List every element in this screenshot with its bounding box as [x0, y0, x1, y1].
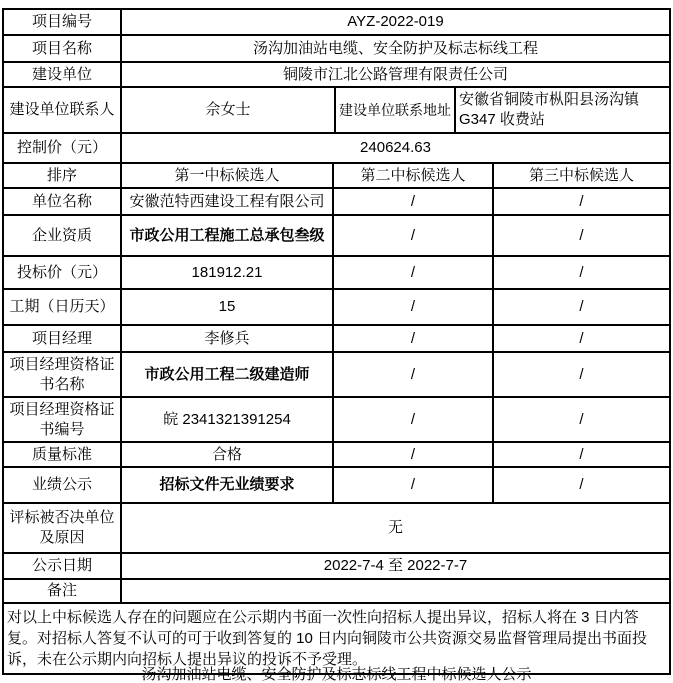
table-row-qualification — [4, 216, 669, 255]
performance-first: 招标文件无业绩要求 — [122, 468, 332, 502]
bid-candidate-table — [2, 8, 671, 683]
table-row-quality-standard — [4, 443, 669, 466]
rank-second-candidate: 第二中标候选人 — [334, 164, 492, 187]
qualification-second: / — [334, 216, 492, 255]
project-manager-first: 李修兵 — [122, 326, 332, 351]
project-name-label: 项目名称 — [4, 36, 120, 61]
table-row-rank-header — [4, 164, 669, 187]
contact-address-value: 安徽省铜陵市枞阳县汤沟镇 G347 收费站 — [456, 88, 669, 132]
quality-standard-first: 合格 — [122, 443, 332, 466]
cert-name-second: / — [334, 353, 492, 396]
control-price-label: 控制价（元） — [4, 134, 120, 162]
performance-label: 业绩公示 — [4, 468, 120, 502]
remarks-value — [122, 580, 669, 602]
rejected-bidders-value: 无 — [122, 504, 669, 552]
table-row-cert-number — [4, 398, 669, 441]
performance-third: / — [494, 468, 669, 502]
contact-address-label: 建设单位联系地址 — [336, 88, 454, 132]
publicity-period-label: 公示日期 — [4, 554, 120, 578]
rank-first-candidate: 第一中标候选人 — [122, 164, 332, 187]
publicity-period-value: 2022-7-4 至 2022-7-7 — [122, 554, 669, 578]
cropped-caption: 汤沟加油站电缆、安全防护及标志标线工程中标候选人公示 — [141, 666, 532, 683]
duration-first: 15 — [122, 290, 332, 324]
quality-standard-third: / — [494, 443, 669, 466]
cert-number-first: 皖 2341321391254 — [122, 398, 332, 441]
table-row-cert-name — [4, 353, 669, 396]
table-row-duration — [4, 290, 669, 324]
cert-name-label: 项目经理资格证书名称 — [4, 353, 120, 396]
duration-second: / — [334, 290, 492, 324]
table-row-project-number — [4, 10, 669, 34]
table-row-objection-notice — [4, 604, 669, 673]
table-row-project-manager — [4, 326, 669, 351]
table-row-bid-price — [4, 257, 669, 288]
company-name-label: 单位名称 — [4, 189, 120, 214]
project-number-value: AYZ-2022-019 — [122, 10, 669, 34]
contact-person-label: 建设单位联系人 — [4, 88, 120, 132]
performance-second: / — [334, 468, 492, 502]
remarks-label: 备注 — [4, 580, 120, 602]
cert-number-second: / — [334, 398, 492, 441]
cert-number-third: / — [494, 398, 669, 441]
qualification-label: 企业资质 — [4, 216, 120, 255]
table-row-owner-unit — [4, 63, 669, 86]
table-row-rejected-bidders — [4, 504, 669, 552]
bid-price-second: / — [334, 257, 492, 288]
company-name-second: / — [334, 189, 492, 214]
duration-label: 工期（日历天） — [4, 290, 120, 324]
project-number-label: 项目编号 — [4, 10, 120, 34]
table-row-remarks — [4, 580, 669, 602]
qualification-first: 市政公用工程施工总承包叁级 — [122, 216, 332, 255]
project-manager-third: / — [494, 326, 669, 351]
rank-label: 排序 — [4, 164, 120, 187]
rank-third-candidate: 第三中标候选人 — [494, 164, 669, 187]
company-name-first: 安徽范特西建设工程有限公司 — [122, 189, 332, 214]
table-row-publicity-period — [4, 554, 669, 578]
table-row-performance — [4, 468, 669, 502]
control-price-value: 240624.63 — [122, 134, 669, 162]
project-manager-second: / — [334, 326, 492, 351]
quality-standard-label: 质量标准 — [4, 443, 120, 466]
table-row-contact — [4, 88, 669, 132]
cert-name-first: 市政公用工程二级建造师 — [122, 353, 332, 396]
table-row-project-name — [4, 36, 669, 61]
owner-unit-label: 建设单位 — [4, 63, 120, 86]
project-manager-label: 项目经理 — [4, 326, 120, 351]
rejected-bidders-label: 评标被否决单位及原因 — [4, 504, 120, 552]
bid-price-first: 181912.21 — [122, 257, 332, 288]
company-name-third: / — [494, 189, 669, 214]
cert-number-label: 项目经理资格证书编号 — [4, 398, 120, 441]
table-row-control-price — [4, 134, 669, 162]
quality-standard-second: / — [334, 443, 492, 466]
contact-person-value: 佘女士 — [122, 88, 334, 132]
owner-unit-value: 铜陵市江北公路管理有限责任公司 — [122, 63, 669, 86]
bid-price-third: / — [494, 257, 669, 288]
bid-price-label: 投标价（元） — [4, 257, 120, 288]
table-row-company-name — [4, 189, 669, 214]
cert-name-third: / — [494, 353, 669, 396]
qualification-third: / — [494, 216, 669, 255]
objection-notice-text: 对以上中标候选人存在的问题应在公示期内书面一次性向招标人提出异议，招标人将在 3 日内答复。对招标人答复不认可的可于收到答复的 10 日内向铜陵市公共资源交易监督管理局提出书面投诉，未在公示期内向招标人提出异议的投诉不予受理。 — [4, 604, 669, 673]
duration-third: / — [494, 290, 669, 324]
project-name-value: 汤沟加油站电缆、安全防护及标志标线工程 — [122, 36, 669, 61]
